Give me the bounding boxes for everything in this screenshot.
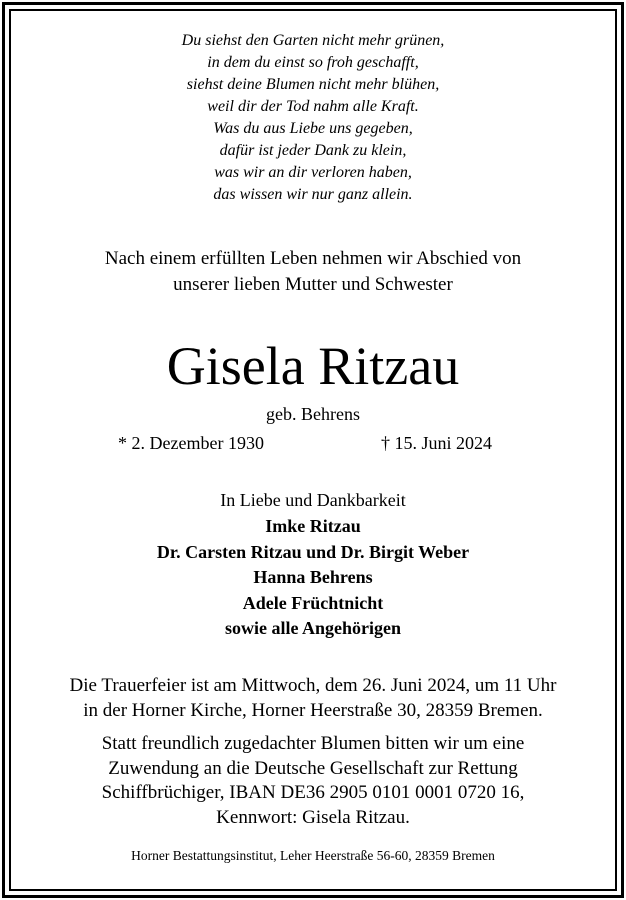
mourner-name: Imke Ritzau (265, 516, 361, 536)
poem-line: weil dir der Tod nahm alle Kraft. (207, 98, 419, 115)
mourner-name: sowie alle Angehörigen (225, 618, 401, 638)
mourners-list (0, 514, 626, 642)
service-line: Die Trauerfeier ist am Mittwoch, dem 26. Juni 2024, um 11 Uhr (69, 675, 557, 696)
maiden-name: geb. Behrens (266, 404, 360, 424)
poem-line: dafür ist jeder Dank zu klein, (219, 142, 407, 159)
poem-line: Was du aus Liebe uns gegeben, (213, 120, 413, 137)
memorial-poem (0, 30, 626, 206)
donation-request (0, 732, 626, 830)
service-line: in der Horner Kirche, Horner Heerstraße 30, 28359 Bremen. (83, 699, 543, 721)
mourner-name: Hanna Behrens (253, 567, 373, 587)
intro-line: Nach einem erfüllten Leben nehmen wir Abschied von (104, 248, 522, 269)
poem-line: in dem du einst so froh geschafft, (207, 54, 419, 71)
donation-line: Schiffbrüchiger, IBAN DE36 2905 0101 0001 0720 16, (101, 782, 525, 803)
donation-line: Kennwort: Gisela Ritzau. (216, 806, 410, 828)
donation-line: Statt freundlich zugedachter Blumen bitten wir um eine (101, 733, 525, 754)
intro-line: unserer lieben Mutter und Schwester (173, 274, 453, 295)
mourner-name: Dr. Carsten Ritzau und Dr. Birgit Weber (156, 541, 470, 562)
mourner-name: Adele Früchtnicht (242, 592, 384, 613)
poem-line: siehst deine Blumen nicht mehr blühen, (186, 76, 440, 93)
mourners-heading: In Liebe und Dankbarkeit (220, 490, 406, 510)
death-date: † 15. Juni 2024 (381, 433, 493, 453)
funeral-home-footer: Horner Bestattungsinstitut, Leher Heerstraße 56-60, 28359 Bremen (131, 848, 495, 863)
poem-line: Du siehst den Garten nicht mehr grünen, (181, 32, 445, 49)
deceased-name: Gisela Ritzau (166, 336, 460, 396)
birth-date: * 2. Dezember 1930 (118, 433, 264, 453)
poem-line: was wir an dir verloren haben, (214, 164, 412, 181)
poem-line: das wissen wir nur ganz allein. (213, 186, 413, 203)
donation-line: Zuwendung an die Deutsche Gesellschaft zur Rettung (108, 757, 518, 779)
funeral-service-info (0, 674, 626, 723)
farewell-intro (0, 246, 626, 298)
